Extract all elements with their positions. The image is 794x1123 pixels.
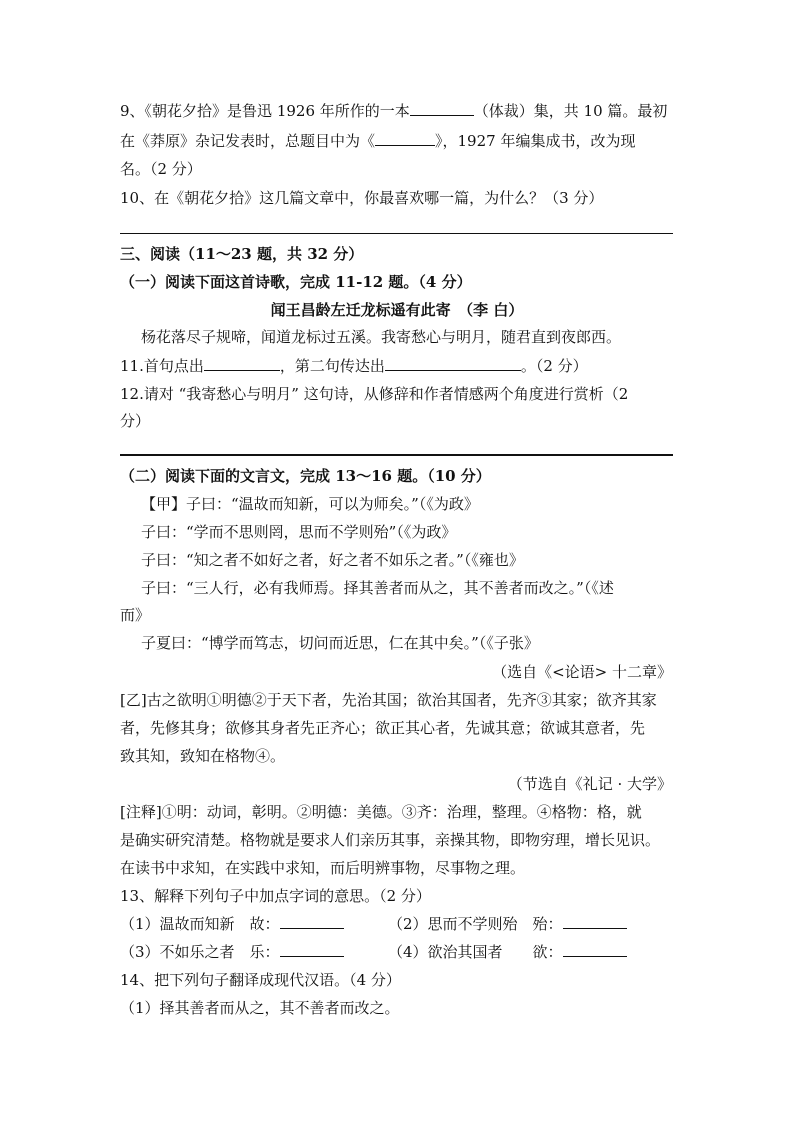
q11-blank-2[interactable] bbox=[385, 356, 521, 371]
note-line-2: 是确实研究清楚。格物就是要求人们亲历其事，亲操其物，即物穷理，增长见识。 bbox=[120, 831, 661, 849]
jia-line-5: 子夏曰：“博学而笃志，切问而近思，仁在其中矣。”（《子张》 bbox=[141, 634, 539, 652]
q11-text-a: 11.首句点出 bbox=[120, 357, 204, 375]
q12-answer-line[interactable] bbox=[120, 454, 673, 456]
poem-title: 闻王昌龄左迁龙标遥有此寄 （李 白） bbox=[270, 301, 524, 319]
q11-line bbox=[120, 356, 588, 376]
yi-line-2: 者，先修其身；欲修其身者先正齐心；欲正其心者，先诚其意；欲诚其意者，先 bbox=[120, 719, 646, 737]
q11-blank-1[interactable] bbox=[204, 356, 280, 371]
q11-text-b: ，第二句传达出 bbox=[279, 357, 385, 375]
q10-text: 10、在《朝花夕拾》这几篇文章中，你最喜欢哪一篇，为什么？（3 分） bbox=[120, 189, 604, 207]
q13-text: 13、解释下列句子中加点字词的意思。（2 分） bbox=[120, 887, 431, 905]
q13-item-3-label: （3）不如乐之者 乐： bbox=[120, 943, 280, 961]
part2-heading: （二）阅读下面的文言文，完成 13～16 题。（10 分） bbox=[120, 467, 491, 485]
q9-line-1 bbox=[120, 101, 667, 121]
q13-blank-4[interactable] bbox=[563, 942, 627, 957]
jia-line-4a: 子曰：“三人行，必有我师焉。择其善者而从之，其不善者而改之。”（《述 bbox=[141, 579, 614, 597]
jia-line-3: 子曰：“知之者不如好之者，好之者不如乐之者。”（《雍也》 bbox=[141, 551, 524, 569]
q13-item-1-label: （1）温故而知新 故： bbox=[120, 915, 280, 933]
q13-blank-1[interactable] bbox=[280, 914, 344, 929]
q9-line-3: 名。（2 分） bbox=[120, 160, 202, 178]
q9-line-2 bbox=[120, 131, 635, 151]
q9-text-2b: 》，1927 年编集成书，改为现 bbox=[435, 132, 636, 150]
q9-text-1a: 9、《朝花夕拾》是鲁迅 1926 年所作的一本 bbox=[120, 102, 410, 120]
q9-text-1b: （体裁）集，共 10 篇。最初 bbox=[473, 102, 668, 120]
jia-line-2: 子曰：“学而不思则罔，思而不学则殆”（《为政》 bbox=[141, 523, 457, 541]
q13-item-2-label: （2）思而不学则殆 殆： bbox=[388, 915, 563, 933]
q11-text-c: 。（2 分） bbox=[520, 357, 588, 375]
yi-line-3: 致其知，致知在格物④。 bbox=[120, 747, 286, 765]
section3-heading: 三、阅读（11～23 题，共 32 分） bbox=[120, 245, 364, 263]
note-line-1: [注释]①明：动词，彰明。②明德：美德。③齐：治理，整理。④格物：格，就 bbox=[120, 803, 642, 821]
yi-line-1: [乙]古之欲明①明德②于天下者，先治其国；欲治其国者，先齐③其家；欲齐其家 bbox=[120, 691, 657, 709]
q12-line-1: 12.请对 “我寄愁心与明月” 这句诗，从修辞和作者情感两个角度进行赏析（2 bbox=[120, 385, 629, 403]
q13-item-4-label: （4）欲治其国者 欲： bbox=[388, 943, 563, 961]
jia-line-1: 【甲】子曰：“温故而知新，可以为师矣。”（《为政》 bbox=[141, 495, 479, 513]
q13-row-1 bbox=[120, 914, 627, 934]
q10-answer-line[interactable] bbox=[120, 233, 673, 234]
q13-blank-2[interactable] bbox=[563, 914, 627, 929]
q13-item-3 bbox=[120, 942, 388, 962]
part1-heading: （一）阅读下面这首诗歌，完成 11-12 题。（4 分） bbox=[120, 273, 472, 291]
q13-blank-3[interactable] bbox=[280, 942, 344, 957]
q12-line-2: 分） bbox=[120, 412, 151, 430]
q14-text: 14、把下列句子翻译成现代汉语。（4 分） bbox=[120, 971, 401, 989]
jia-source: （选自《<论语> 十二章》 bbox=[492, 663, 672, 681]
poem-text: 杨花落尽子规啼，闻道龙标过五溪。我寄愁心与明月，随君直到夜郎西。 bbox=[141, 328, 622, 346]
q9-blank-genre[interactable] bbox=[410, 101, 474, 116]
yi-source: （节选自《礼记 · 大学》 bbox=[507, 775, 672, 793]
jia-line-4b: 而》 bbox=[120, 606, 151, 624]
q9-text-2a: 在《莽原》杂记发表时，总题目中为《 bbox=[120, 132, 376, 150]
q13-item-1 bbox=[120, 914, 388, 934]
q14-item-1: （1）择其善者而从之，其不善者而改之。 bbox=[120, 999, 400, 1017]
q9-blank-title[interactable] bbox=[375, 131, 435, 146]
q13-row-2 bbox=[120, 942, 627, 962]
note-line-3: 在读书中求知，在实践中求知，而后明辨事物，尽事物之理。 bbox=[120, 859, 526, 877]
